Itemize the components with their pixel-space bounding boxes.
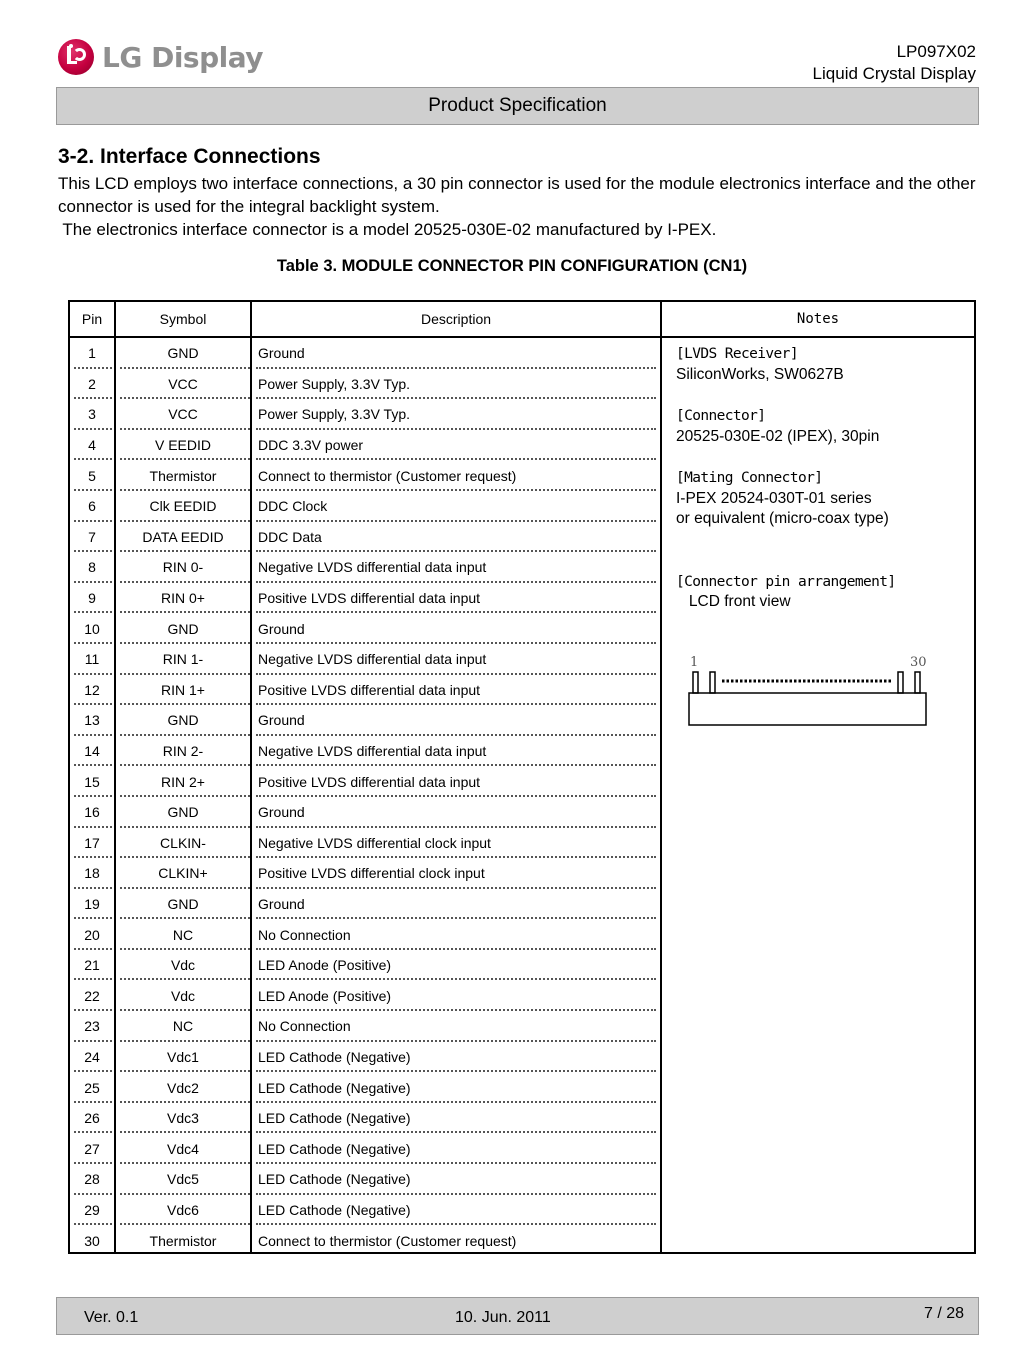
note-connector-text: 20525-030E-02 (IPEX), 30pin [676, 427, 880, 445]
description-cell: LED Anode (Positive) [258, 957, 392, 974]
note-lvds-heading: [LVDS Receiver] [676, 346, 798, 362]
note-mating-text-2: or equivalent (micro-coax type) [676, 510, 889, 527]
pin-shape [898, 672, 903, 693]
pin-first-label: 1 [690, 655, 699, 670]
model-info [813, 41, 976, 85]
pin-cell: 27 [84, 1140, 100, 1157]
pin-cell: 30 [84, 1232, 100, 1249]
symbol-cell: CLKIN- [160, 834, 206, 851]
pin-cell: 28 [84, 1171, 100, 1188]
description-cell: Connect to thermistor (Customer request) [258, 467, 517, 484]
note-arrangement-text: LCD front view [676, 593, 791, 610]
symbol-cell: VCC [168, 406, 198, 423]
symbol-cell: Thermistor [149, 1232, 217, 1249]
table-row [70, 1133, 660, 1164]
note-lvds-text: SiliconWorks, SW0627B [676, 365, 844, 383]
description-cell: LED Cathode (Negative) [258, 1171, 411, 1188]
description-cell: Power Supply, 3.3V Typ. [258, 375, 411, 392]
table-row [70, 675, 660, 706]
connector-body [689, 693, 926, 725]
description-cell: LED Anode (Positive) [258, 987, 392, 1004]
pin-shape [693, 672, 698, 693]
note-mating-text-1: I-PEX 20524-030T-01 series [676, 489, 872, 507]
description-cell: Ground [258, 804, 305, 821]
header-notes: Notes [796, 311, 840, 327]
description-cell: Positive LVDS differential clock input [258, 865, 485, 882]
table-row [70, 644, 660, 675]
table-row [70, 1042, 660, 1073]
table-row [70, 858, 660, 889]
pin-cell: 15 [84, 773, 100, 790]
description-cell: Power Supply, 3.3V Typ. [258, 406, 411, 423]
table-caption: Table 3. MODULE CONNECTOR PIN CONFIGURATION (CN1) [276, 257, 748, 275]
description-cell: Connect to thermistor (Customer request) [258, 1232, 517, 1249]
note-connector-heading: [Connector] [676, 408, 766, 424]
symbol-cell: Thermistor [149, 467, 217, 484]
table-row [70, 1164, 660, 1195]
note-mating-heading: [Mating Connector] [676, 470, 823, 486]
table-row [70, 399, 660, 430]
symbol-cell: Vdc [170, 957, 196, 974]
table-row [70, 736, 660, 767]
pin-cell: 26 [84, 1110, 100, 1127]
description-cell: Ground [258, 712, 305, 729]
pin-cell: 29 [84, 1201, 100, 1218]
description-cell: No Connection [258, 926, 351, 943]
pin-shape [710, 672, 715, 693]
description-cell: Ground [258, 345, 305, 362]
pin-cell: 25 [84, 1079, 100, 1096]
pin-last-label: 30 [910, 655, 927, 670]
intro-text [58, 172, 988, 241]
description-cell: Ground [258, 620, 305, 637]
description-cell: Negative LVDS differential data input [258, 559, 487, 576]
table-row [70, 491, 660, 522]
description-cell: Positive LVDS differential data input [258, 681, 481, 698]
description-cell: No Connection [258, 1018, 351, 1035]
table-row [70, 1103, 660, 1134]
symbol-cell: NC [172, 926, 194, 943]
table-row [70, 522, 660, 553]
pin-cell: 16 [84, 804, 100, 821]
pin-cell: 1 [88, 345, 96, 362]
pin-cell: 21 [84, 957, 100, 974]
pin-cell: 4 [88, 437, 96, 454]
header-description: Description [420, 311, 492, 327]
symbol-cell: GND [167, 804, 199, 821]
header-symbol: Symbol [159, 311, 207, 327]
pin-shape [915, 672, 920, 693]
pin-cell: 23 [84, 1018, 100, 1035]
table-row [70, 583, 660, 614]
footer-version: Ver. 0.1 [84, 1309, 139, 1326]
table-row [70, 980, 660, 1011]
description-cell: LED Cathode (Negative) [258, 1201, 411, 1218]
symbol-cell: RIN 0- [162, 559, 204, 576]
connector-pin-diagram [688, 650, 932, 730]
symbol-cell: GND [167, 895, 199, 912]
pin-cell: 17 [84, 834, 100, 851]
header-pin: Pin [81, 311, 103, 327]
table-row [70, 552, 660, 583]
logo-text: LG Display [102, 40, 264, 74]
symbol-cell: GND [167, 620, 199, 637]
symbol-cell: Vdc6 [167, 1201, 199, 1218]
description-cell: Negative LVDS differential data input [258, 743, 487, 760]
pin-cell: 22 [84, 987, 100, 1004]
symbol-cell: RIN 1- [162, 651, 204, 668]
description-cell: Positive LVDS differential data input [258, 773, 481, 790]
intro-paragraph-2: The electronics interface connector is a model 20525-030E-02 manufactured by I-PEX. [58, 220, 717, 239]
pin-cell: 8 [88, 559, 96, 576]
table-row [70, 1195, 660, 1226]
pin-cell: 3 [88, 406, 96, 423]
table-row [70, 460, 660, 491]
symbol-cell: Vdc4 [167, 1140, 199, 1157]
description-cell: Negative LVDS differential data input [258, 651, 487, 668]
table-row [70, 1225, 660, 1256]
symbol-cell: Vdc [170, 987, 196, 1004]
symbol-cell: Vdc5 [167, 1171, 199, 1188]
product-type: Liquid Crystal Display [812, 64, 976, 83]
symbol-cell: Vdc3 [167, 1110, 199, 1127]
table-row [70, 1011, 660, 1042]
description-cell: Positive LVDS differential data input [258, 590, 481, 607]
table-row [70, 338, 660, 369]
footer-date: 10. Jun. 2011 [455, 1309, 551, 1326]
table-row [70, 613, 660, 644]
pin-cell: 6 [88, 498, 96, 515]
table-row [70, 430, 660, 461]
description-cell: Negative LVDS differential clock input [258, 834, 491, 851]
symbol-cell: Clk EEDID [149, 498, 217, 515]
pin-cell: 13 [84, 712, 100, 729]
table-row [70, 950, 660, 981]
table-row [70, 766, 660, 797]
symbol-cell: Vdc1 [167, 1048, 199, 1065]
column-divider [660, 302, 662, 1252]
pin-cell: 20 [84, 926, 100, 943]
pin-cell: 18 [84, 865, 100, 882]
pin-cell: 2 [88, 375, 96, 392]
description-cell: Ground [258, 895, 305, 912]
description-cell: DDC 3.3V power [258, 437, 364, 454]
pin-configuration-table [68, 300, 976, 1254]
pin-cell: 7 [88, 528, 96, 545]
symbol-cell: GND [167, 712, 199, 729]
symbol-cell: NC [172, 1018, 194, 1035]
pin-cell: 12 [84, 681, 100, 698]
table-row [70, 1072, 660, 1103]
pin-cell: 19 [84, 895, 100, 912]
pin-cell: 10 [84, 620, 100, 637]
table-row [70, 889, 660, 920]
symbol-cell: RIN 2- [162, 743, 204, 760]
symbol-cell: RIN 0+ [161, 590, 205, 607]
symbol-cell: GND [167, 345, 199, 362]
lg-logo-icon [58, 39, 94, 75]
description-cell: DDC Data [258, 528, 322, 545]
description-cell: LED Cathode (Negative) [258, 1079, 411, 1096]
symbol-cell: VCC [168, 375, 198, 392]
table-rows [70, 338, 660, 1256]
lg-display-logo [58, 36, 268, 78]
description-cell: LED Cathode (Negative) [258, 1140, 411, 1157]
symbol-cell: RIN 2+ [161, 773, 205, 790]
table-row [70, 919, 660, 950]
symbol-cell: DATA EEDID [142, 528, 224, 545]
symbol-cell: V EEDID [154, 437, 211, 454]
table-row [70, 828, 660, 859]
table-row [70, 705, 660, 736]
table-row [70, 797, 660, 828]
pin-cell: 14 [84, 743, 100, 760]
pin-cell: 9 [88, 590, 96, 607]
product-specification-banner: Product Specification [56, 87, 979, 125]
description-cell: DDC Clock [258, 498, 328, 515]
intro-paragraph-1: This LCD employs two interface connections, a 30 pin connector is used for the module electronics interface and the other connector is used for the integral backlight system. [58, 174, 976, 216]
page-footer [56, 1297, 979, 1335]
symbol-cell: Vdc2 [167, 1079, 199, 1096]
description-cell: LED Cathode (Negative) [258, 1048, 411, 1065]
table-row [70, 369, 660, 400]
note-arrangement-heading: [Connector pin arrangement] [676, 573, 896, 590]
symbol-cell: CLKIN+ [158, 865, 208, 882]
pin-cell: 24 [84, 1048, 100, 1065]
notes-column [676, 344, 976, 634]
pin-cell: 5 [88, 467, 96, 484]
description-cell: LED Cathode (Negative) [258, 1110, 411, 1127]
footer-page-number: 7 / 28 [923, 1305, 964, 1322]
section-title: 3-2. Interface Connections [58, 145, 321, 168]
model-number: LP097X02 [896, 42, 976, 61]
pin-cell: 11 [84, 651, 100, 668]
symbol-cell: RIN 1+ [161, 681, 205, 698]
